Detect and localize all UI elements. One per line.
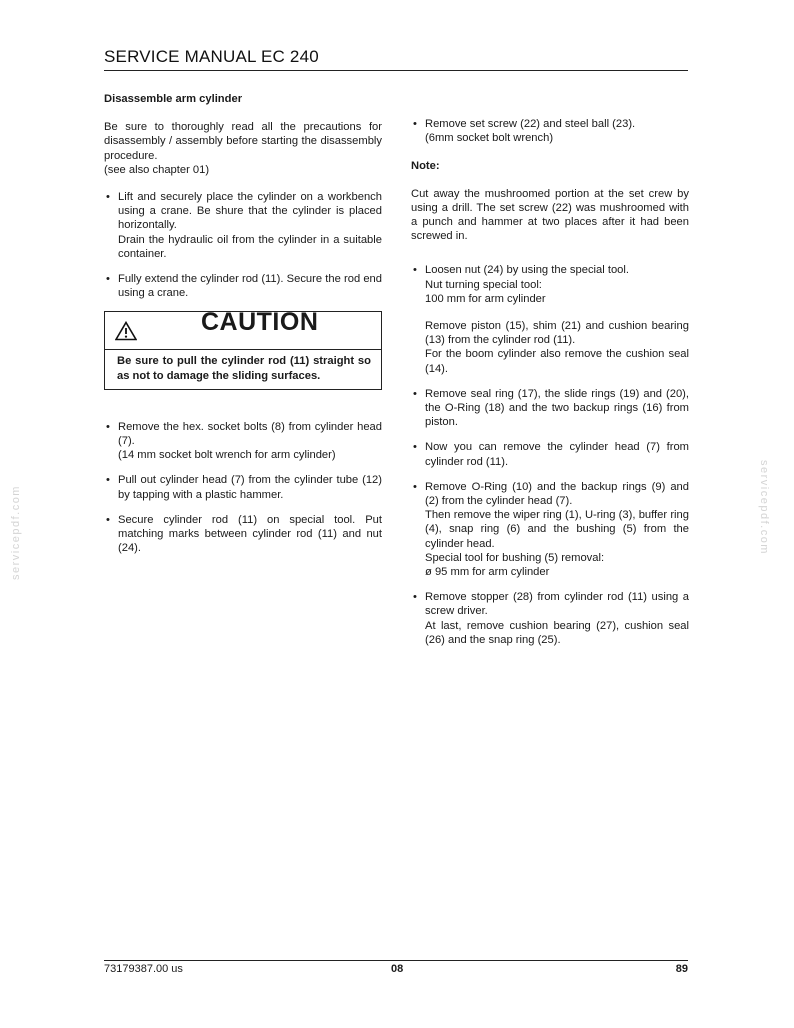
manual-title: SERVICE MANUAL EC 240 bbox=[104, 47, 319, 66]
step-text: For the boom cylinder also remove the cushion seal (14). bbox=[425, 348, 689, 375]
list-item bbox=[104, 473, 382, 501]
chapter-number: 08 bbox=[391, 963, 404, 975]
step-text: Nut turning special tool: bbox=[425, 278, 542, 291]
step-text: ø 95 mm for arm cylinder bbox=[425, 566, 550, 579]
caution-text: Be sure to pull the cylinder rod (11) straight so as not to damage the sliding surfaces. bbox=[105, 349, 381, 388]
list-item bbox=[411, 590, 689, 647]
page-footer bbox=[104, 960, 688, 979]
footer-row bbox=[104, 963, 688, 979]
step-text: Lift and securely place the cylinder on a workbench using a crane. Be shure that the cylinder is placed horizontally. bbox=[118, 191, 382, 232]
bullet-icon: • bbox=[106, 191, 110, 204]
step-text: Remove set screw (22) and steel ball (23). bbox=[425, 118, 636, 130]
bullet-icon: • bbox=[413, 387, 417, 400]
watermark-left: servicepdf.com bbox=[10, 485, 22, 580]
section-title: Disassemble arm cylinder bbox=[104, 93, 243, 105]
step-text: Now you can remove the cylinder head (7) from cylinder rod (11). bbox=[425, 441, 689, 468]
note-text: Cut away the mushroomed portion at the set crew by using a drill. The set screw (22) was mushroomed with a punch and hammer at two places after it had been screwed in. bbox=[411, 187, 689, 243]
warning-triangle-icon bbox=[115, 321, 137, 341]
step-text: At last, remove cushion bearing (27), cushion seal (26) and the snap ring (25). bbox=[425, 619, 689, 646]
bullet-icon: • bbox=[106, 273, 110, 286]
bullet-icon: • bbox=[413, 264, 417, 277]
caution-heading: CAUTION bbox=[201, 308, 319, 337]
step-text: (6mm socket bolt wrench) bbox=[425, 132, 554, 145]
paragraph-gap bbox=[425, 306, 689, 319]
step-text: Remove stopper (28) from cylinder rod (11) using a screw driver. bbox=[425, 591, 689, 618]
step-text: Fully extend the cylinder rod (11). Secure the rod end using a crane. bbox=[118, 273, 382, 300]
list-item bbox=[104, 513, 382, 556]
step-text: Special tool for bushing (5) removal: bbox=[425, 551, 605, 564]
step-text: Remove piston (15), shim (21) and cushion bearing (13) from the cylinder rod (11). bbox=[425, 320, 689, 347]
intro-paragraph bbox=[104, 120, 382, 177]
left-column bbox=[104, 92, 382, 566]
step-text: Drain the hydraulic oil from the cylinder in a suitable container. bbox=[118, 233, 382, 260]
document-number: 73179387.00 us bbox=[104, 963, 183, 975]
list-item bbox=[411, 387, 689, 430]
step-text: Remove the hex. socket bolts (8) from cylinder head (7). bbox=[118, 420, 382, 448]
bullet-icon: • bbox=[413, 591, 417, 604]
list-item bbox=[104, 272, 382, 300]
step-text: 100 mm for arm cylinder bbox=[425, 292, 546, 305]
note-label: Note: bbox=[411, 160, 440, 173]
header-divider bbox=[104, 70, 688, 71]
step-text: Loosen nut (24) by using the special tool. bbox=[425, 264, 629, 277]
step-text: Secure cylinder rod (11) on special tool. Put matching marks between cylinder rod (11) and nut (24). bbox=[118, 513, 382, 555]
right-column bbox=[411, 117, 689, 658]
list-item bbox=[411, 440, 689, 468]
list-item bbox=[104, 420, 382, 463]
bullet-icon: • bbox=[413, 118, 417, 130]
intro-reference: (see also chapter 01) bbox=[104, 163, 210, 176]
step-text: (14 mm socket bolt wrench for arm cylinder) bbox=[118, 449, 336, 462]
bullet-icon: • bbox=[106, 420, 110, 433]
footer-divider bbox=[104, 960, 688, 961]
list-item bbox=[104, 190, 382, 261]
bullet-icon: • bbox=[413, 480, 417, 493]
list-item bbox=[411, 263, 689, 375]
page-number: 89 bbox=[675, 963, 688, 975]
page-header bbox=[104, 47, 688, 71]
bullet-icon: • bbox=[106, 474, 110, 487]
intro-text: Be sure to thoroughly read all the precautions for disassembly / assembly before starting the disassembly procedure. bbox=[104, 121, 382, 162]
list-item bbox=[411, 480, 689, 579]
step-text: Remove O-Ring (10) and the backup rings (9) and (2) from the cylinder head (7). bbox=[425, 480, 689, 508]
bullet-icon: • bbox=[413, 441, 417, 454]
step-text: Remove seal ring (17), the slide rings (19) and (20), the O-Ring (18) and the two backup rings (16) from piston. bbox=[425, 387, 689, 429]
bullet-icon: • bbox=[106, 513, 110, 526]
caution-box bbox=[104, 308, 382, 389]
list-item bbox=[411, 117, 689, 145]
step-text: Then remove the wiper ring (1), U-ring (3), buffer ring (4), snap ring (6) and the bushing (5) from the cylinder head. bbox=[425, 509, 689, 550]
watermark-right: servicepdf.com bbox=[758, 460, 770, 555]
caution-header bbox=[105, 308, 381, 349]
step-text: Pull out cylinder head (7) from the cylinder tube (12) by tapping with a plastic hammer. bbox=[118, 474, 382, 501]
